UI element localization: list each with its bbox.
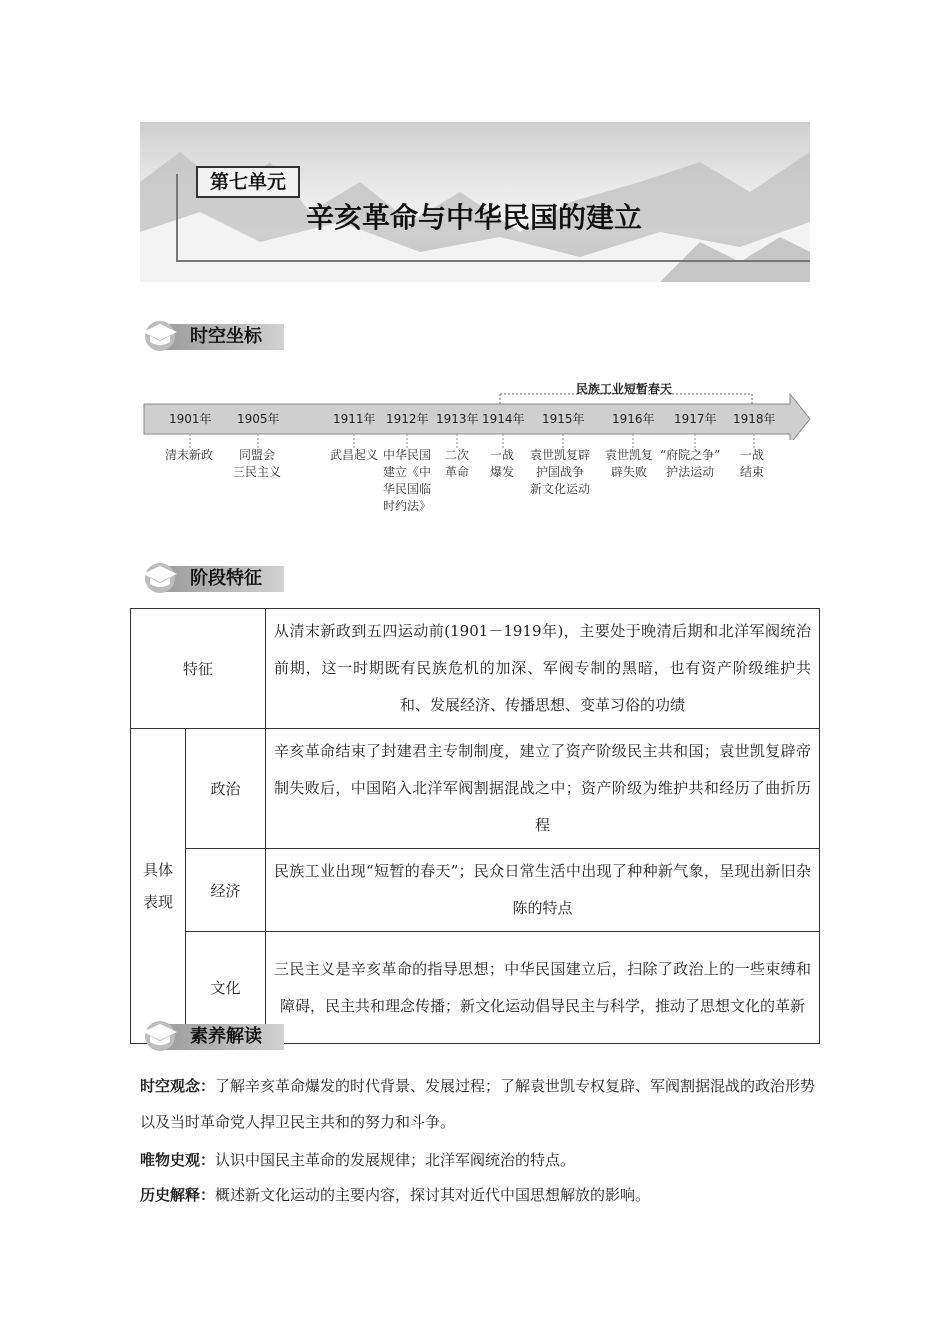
feature-label: 特征 bbox=[131, 609, 266, 729]
section-title: 时空坐标 bbox=[190, 326, 262, 347]
timeline-year: 1913年 bbox=[436, 412, 479, 426]
timeline-year: 1901年 bbox=[169, 412, 212, 426]
unit-label: 第七单元 bbox=[196, 166, 300, 198]
literacy-text: 认识中国民主革命的发展规律；北洋军阀统治的特点。 bbox=[215, 1151, 576, 1169]
timeline-event: 袁世凯复辟 护国战争 新文化运动 bbox=[530, 448, 591, 496]
literacy-paragraph bbox=[140, 1177, 820, 1213]
timeline-year: 1912年 bbox=[386, 412, 429, 426]
graduation-cap-icon bbox=[140, 560, 182, 594]
table-row bbox=[131, 609, 820, 729]
literacy-paragraph bbox=[140, 1068, 820, 1140]
row-label: 文化 bbox=[186, 932, 266, 1044]
timeline-year: 1914年 bbox=[482, 412, 525, 426]
literacy-text: 概述新文化运动的主要内容，探讨其对近代中国思想解放的影响。 bbox=[215, 1186, 651, 1204]
unit-title: 辛亥革命与中华民国的建立 bbox=[306, 201, 643, 234]
graduation-cap-icon bbox=[140, 1018, 182, 1052]
section-header-features bbox=[140, 560, 286, 594]
timeline-event: 同盟会 三民主义 bbox=[233, 448, 282, 479]
section-title: 素养解读 bbox=[190, 1026, 262, 1047]
timeline-year: 1917年 bbox=[674, 412, 717, 426]
timeline-event: 袁世凯复 辟失败 bbox=[605, 448, 654, 479]
timeline-event: 一战 结束 bbox=[740, 448, 765, 479]
timeline-bracket-label: 民族工业短暂春天 bbox=[576, 382, 673, 396]
timeline-year: 1918年 bbox=[733, 412, 776, 426]
timeline-event: 二次 革命 bbox=[445, 448, 470, 479]
timeline-event: 武昌起义 bbox=[330, 448, 379, 462]
table-row bbox=[131, 729, 820, 849]
row-label: 政治 bbox=[186, 729, 266, 849]
timeline-year: 1916年 bbox=[612, 412, 655, 426]
timeline-event: 一战 爆发 bbox=[490, 448, 515, 479]
graduation-cap-icon bbox=[140, 318, 182, 352]
concrete-label: 具体 表现 bbox=[131, 729, 186, 1044]
timeline-event: 中华民国 建立《中 华民国临 时约法》 bbox=[383, 448, 432, 513]
timeline-event: 清末新政 bbox=[165, 448, 214, 462]
timeline-year: 1915年 bbox=[542, 412, 585, 426]
row-text: 三民主义是辛亥革命的指导思想；中华民国建立后，扫除了政治上的一些束缚和障碍，民主共和理念传播；新文化运动倡导民主与科学，推动了思想文化的革新 bbox=[266, 932, 820, 1044]
timeline-event: “府院之争” 护法运动 bbox=[660, 448, 721, 479]
row-text: 民族工业出现“短暂的春天”；民众日常生活中出现了种种新气象，呈现出新旧杂陈的特点 bbox=[266, 849, 820, 932]
table-row bbox=[131, 849, 820, 932]
literacy-paragraph bbox=[140, 1142, 820, 1178]
literacy-term: 唯物史观： bbox=[140, 1151, 216, 1169]
section-header-timeline bbox=[140, 318, 286, 352]
features-table bbox=[130, 608, 820, 1044]
literacy-text: 了解辛亥革命爆发的时代背景、发展过程；了解袁世凯专权复辟、军阀割据混战的政治形势以及当时革命党人捍卫民主共和的努力和斗争。 bbox=[140, 1077, 816, 1131]
timeline-year: 1911年 bbox=[333, 412, 376, 426]
literacy-term: 时空观念： bbox=[140, 1077, 216, 1095]
timeline bbox=[140, 380, 820, 520]
feature-text: 从清末新政到五四运动前(1901－1919年)，主要处于晚清后期和北洋军阀统治前期，这一时期既有民族危机的加深、军阀专制的黑暗，也有资产阶级维护共和、发展经济、传播思想、变革习俗的功绩 bbox=[266, 609, 820, 729]
timeline-year: 1905年 bbox=[237, 412, 280, 426]
row-text: 辛亥革命结束了封建君主专制制度，建立了资产阶级民主共和国；袁世凯复辟帝制失败后，中国陷入北洋军阀割据混战之中；资产阶级为维护共和经历了曲折历程 bbox=[266, 729, 820, 849]
row-label: 经济 bbox=[186, 849, 266, 932]
section-header-literacy bbox=[140, 1018, 286, 1052]
section-title: 阶段特征 bbox=[190, 568, 262, 589]
literacy-term: 历史解释： bbox=[140, 1186, 216, 1204]
